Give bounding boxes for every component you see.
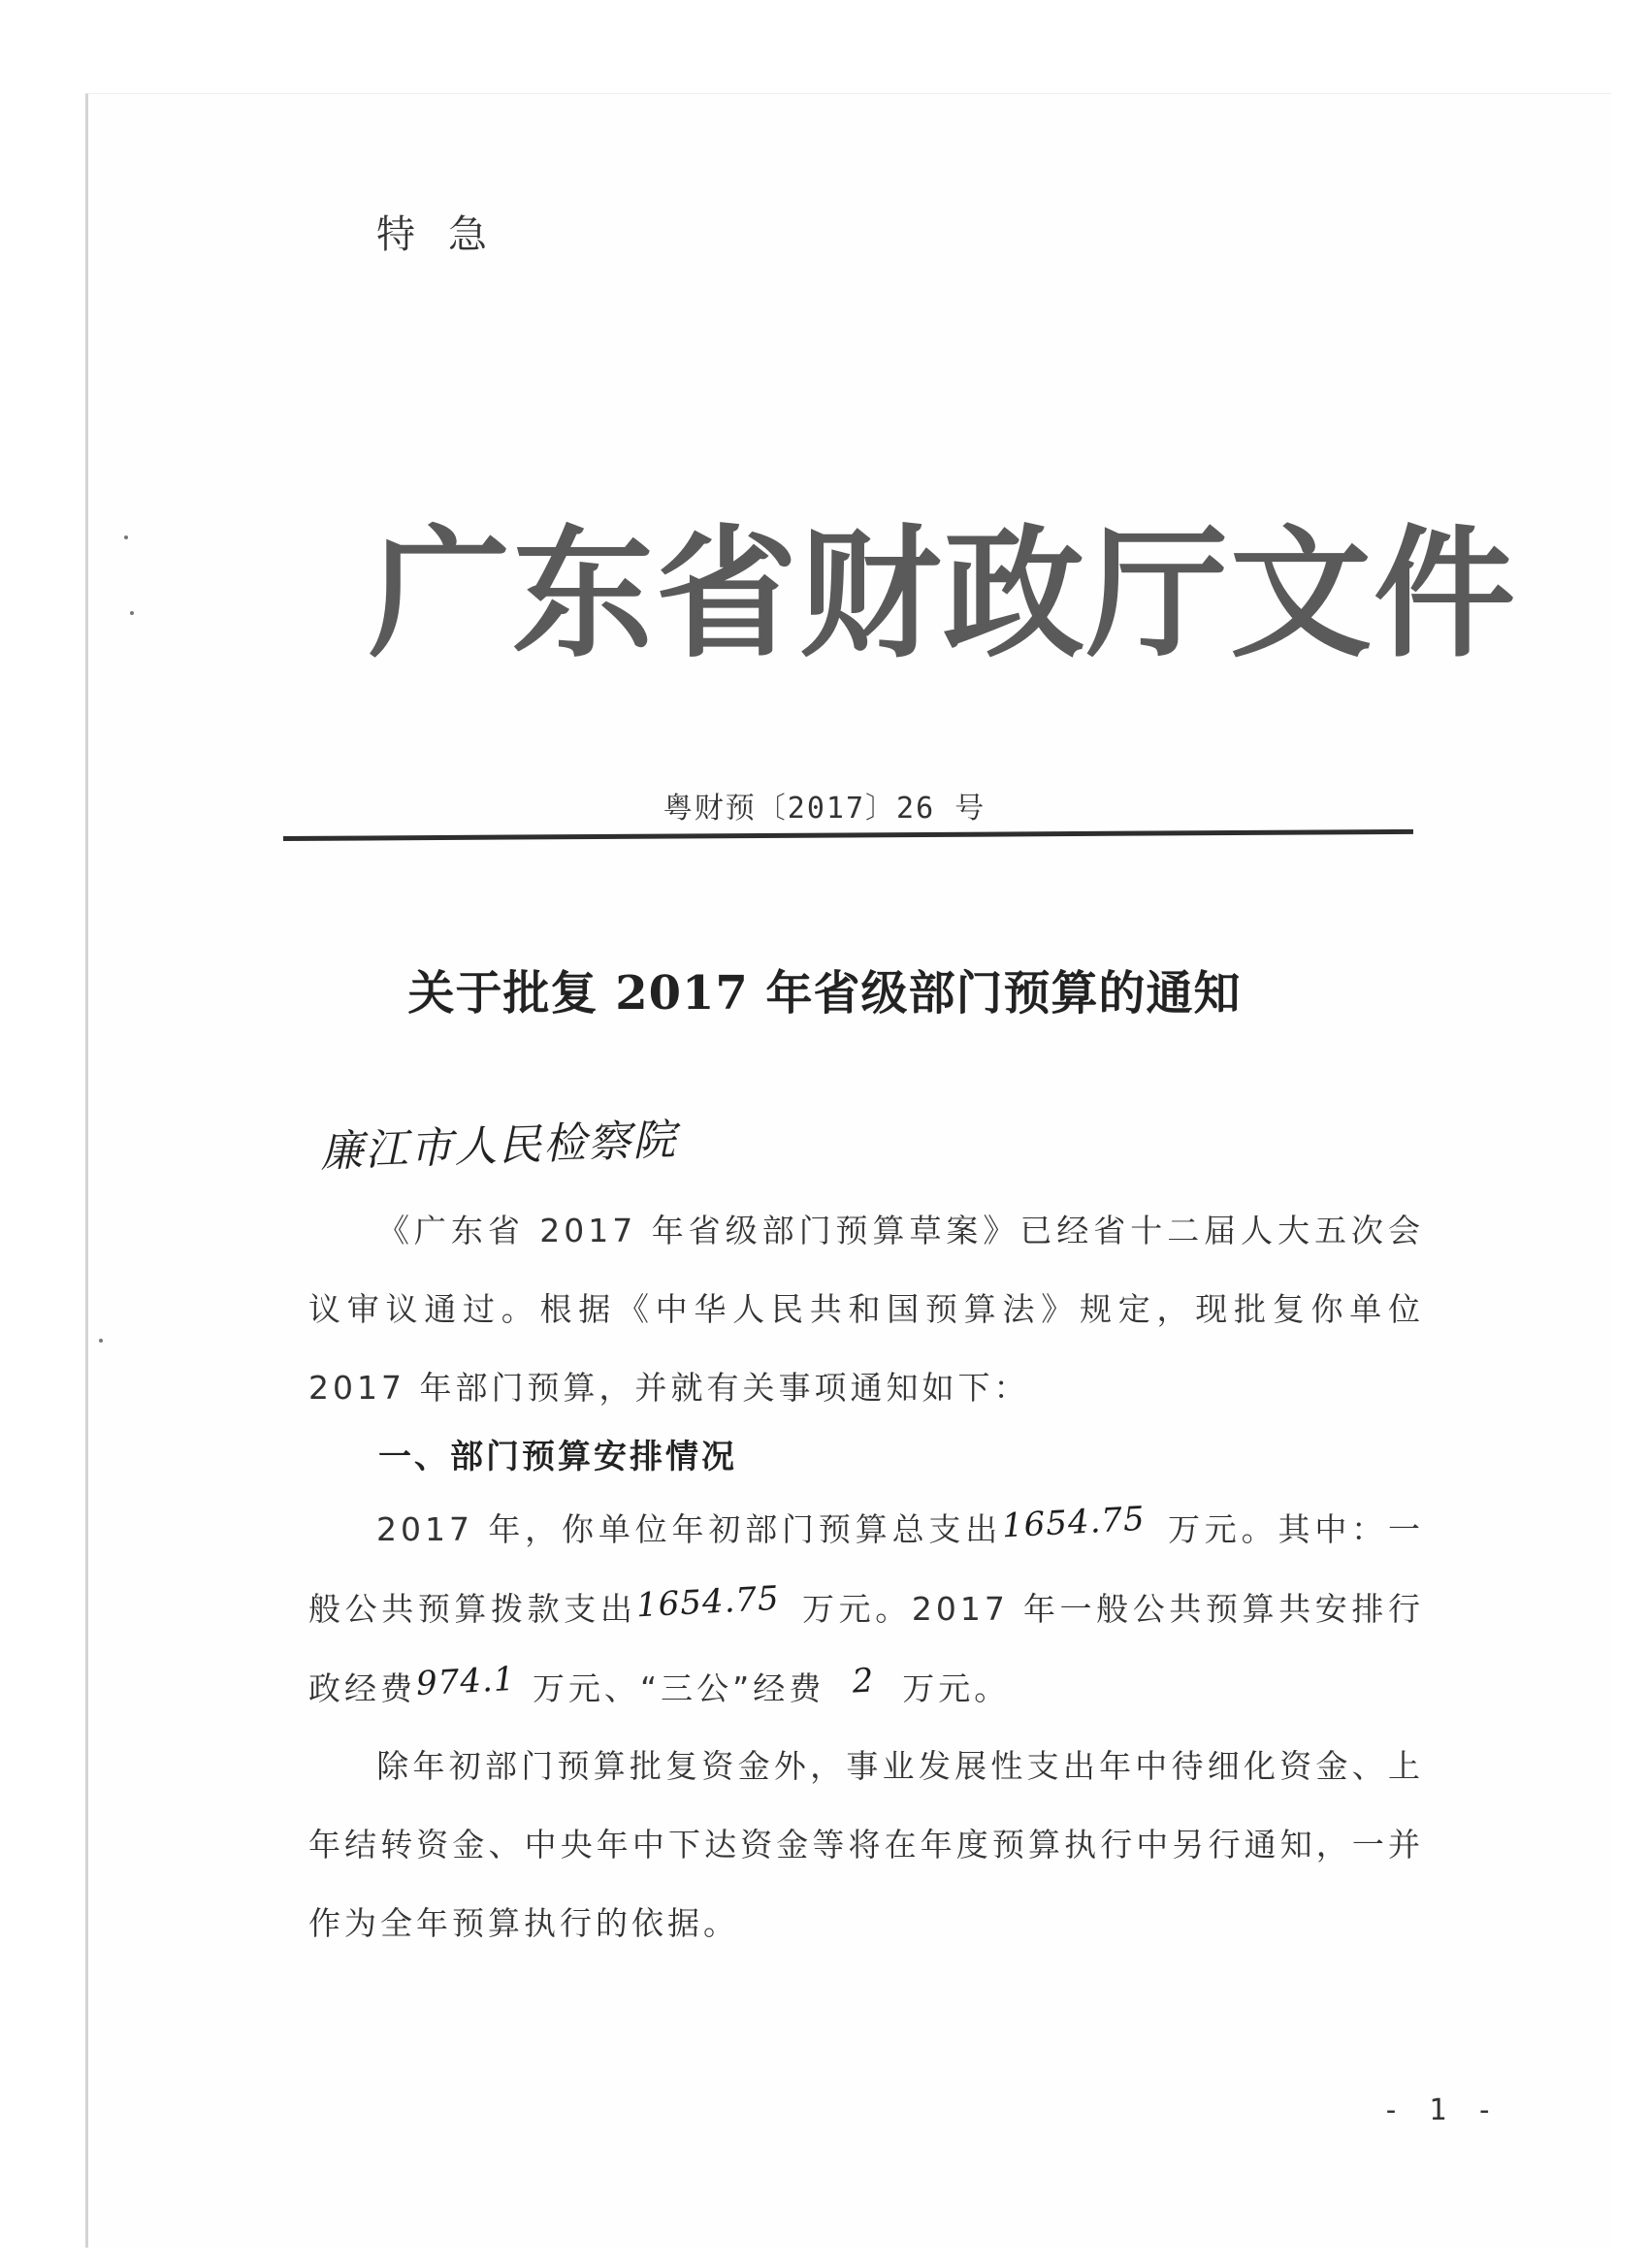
budget-text-part4: 万元、“三公”经费 [533,1669,825,1707]
budget-text-part5: 万元。 [902,1669,1011,1707]
scan-speck [99,1339,103,1343]
masthead-title: 广东省财政厅文件 [369,512,1517,677]
handwritten-total-spending: 1654.75 [1001,1499,1147,1546]
budget-text-part3: 万元。2017 年一般公共预算共安排行政经费 [308,1590,1424,1707]
handwritten-general-budget: 1654.75 [635,1578,781,1626]
paragraph-other-funds [308,1727,1424,1962]
page-number: - 1 - [1382,2093,1500,2127]
urgency-label: 特急 [376,212,520,257]
paragraph-intro-text: 《广东省 2017 年省级部门预算草案》已经省十二届人大五次会议审议通过。根据《中华人民共和国预算法》规定，现批复你单位 2017 年部门预算，并就有关事项通知如下： [308,1212,1424,1407]
budget-text-part2: 万元。其中：一般公共预算拨款支出 [308,1510,1425,1628]
document-title: 关于批复 2017 年省级部门预算的通知 [407,966,1242,1021]
paragraph-intro [308,1191,1424,1427]
handwritten-three-public-funds: 2 [851,1661,876,1701]
budget-text-part1: 2017 年，你单位年初部门预算总支出 [376,1510,1003,1548]
paragraph-other-funds-text: 除年初部门预算批复资金外，事业发展性支出年中待细化资金、上年结转资金、中央年中下达资金等将在年度预算执行中另行通知，一并作为全年预算执行的依据。 [308,1747,1424,1942]
section-heading-budget-arrangement: 一、部门预算安排情况 [378,1438,737,1476]
handwritten-addressee: 廉江市人民检察院 [319,1115,678,1178]
scan-speck [124,535,128,539]
paragraph-budget-amounts [308,1490,1424,1729]
scan-speck [130,611,134,615]
document-number: 粤财预〔2017〕26 号 [663,792,986,826]
handwritten-admin-funds: 974.1 [415,1659,517,1704]
